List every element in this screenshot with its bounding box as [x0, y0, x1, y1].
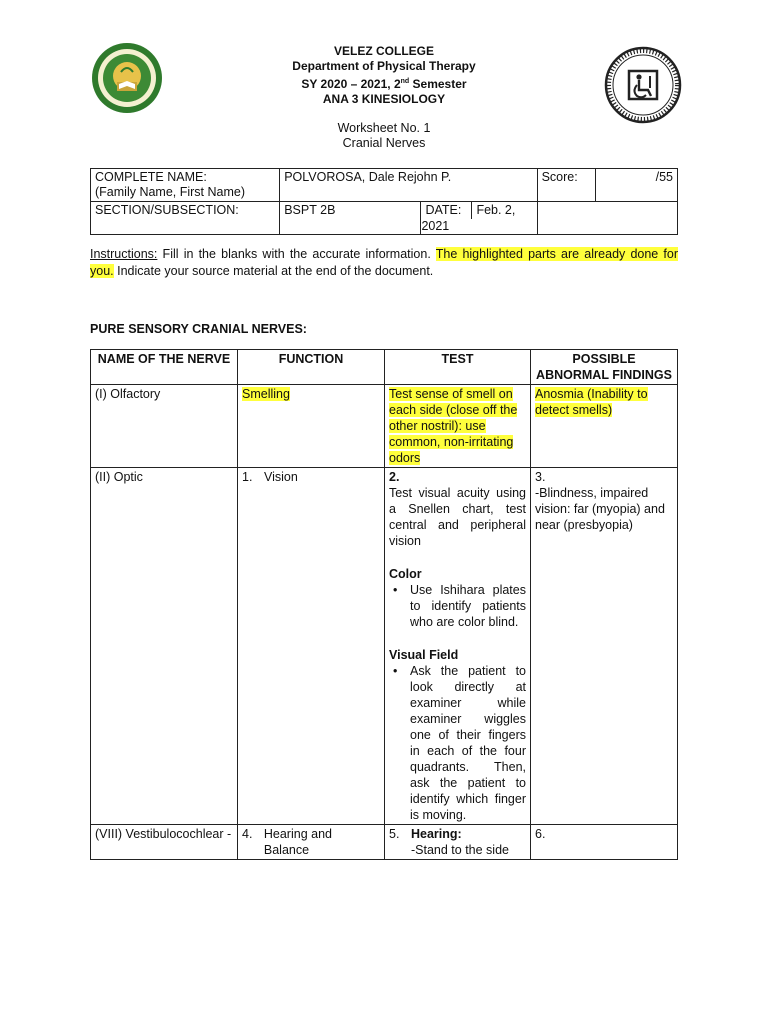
- findings-cell: Anosmia (Inability to detect smells): [531, 385, 678, 468]
- function-cell: Smelling: [238, 385, 385, 468]
- section-label: SECTION/SUBSECTION:: [91, 202, 280, 235]
- highlighted-note: The highlighted parts are already done for you.: [90, 247, 679, 278]
- cranial-nerves-table: [90, 349, 678, 860]
- visual-field-list: • Ask the patient to look directly at examiner while examiner wiggles one of their fingers in each of the four quadrants. Then, ask the patient to identify which finger is moving.: [389, 663, 526, 823]
- header-findings: POSSIBLE ABNORMAL FINDINGS: [531, 350, 678, 385]
- department-name: Department of Physical Therapy: [292, 59, 476, 73]
- function-cell: 1. Vision: [238, 468, 385, 825]
- nerve-name: (VIII) Vestibulocochlear -: [91, 825, 238, 860]
- header-nerve-name: NAME OF THE NERVE: [91, 350, 238, 385]
- date-label: DATE:: [421, 202, 472, 219]
- date-value: Feb. 2, 2021: [421, 203, 516, 233]
- instructions: Instructions: Fill in the blanks with the accurate information. The highlighted parts are already done for you. Indicate your source material at the end of the document.: [90, 247, 679, 278]
- document-header: [0, 44, 768, 107]
- section-value: BSPT 2B: [280, 202, 421, 235]
- header-function: FUNCTION: [238, 350, 385, 385]
- color-list: • Use Ishihara plates to identify patients who are color blind.: [389, 582, 526, 630]
- function-cell: 4. Hearing and Balance: [238, 825, 385, 860]
- visual-field-heading: Visual Field: [389, 648, 459, 662]
- table-row: [91, 468, 678, 825]
- nerve-name: (II) Optic: [91, 468, 238, 825]
- header-test: TEST: [385, 350, 531, 385]
- test-cell: Test sense of smell on each side (close off the other nostril): use common, non-irritating odors: [385, 385, 531, 468]
- findings-cell: 6.: [531, 825, 678, 860]
- college-name: VELEZ COLLEGE: [333, 44, 434, 58]
- instructions-label: Instructions:: [90, 247, 158, 261]
- color-heading: Color: [389, 567, 422, 581]
- name-value: POLVOROSA, Dale Rejohn P.: [280, 169, 537, 202]
- date-cell: [421, 202, 537, 235]
- section-title: PURE SENSORY CRANIAL NERVES:: [90, 322, 307, 336]
- score-label: Score:: [537, 169, 595, 202]
- school-year: SY 2020 – 2021, 2nd Semester: [301, 77, 467, 91]
- name-label-cell: COMPLETE NAME: (Family Name, First Name): [91, 169, 280, 202]
- worksheet-number: Worksheet No. 1: [337, 121, 431, 135]
- worksheet-topic: Cranial Nerves: [342, 136, 426, 150]
- nerve-name: (I) Olfactory: [91, 385, 238, 468]
- test-cell: 5. Hearing: -Stand to the side: [385, 825, 531, 860]
- student-info-table: [90, 168, 678, 235]
- table-row: [91, 385, 678, 468]
- course-name: ANA 3 KINESIOLOGY: [322, 92, 446, 106]
- worksheet-title: [0, 121, 768, 151]
- table-row: [91, 825, 678, 860]
- score-value: /55: [595, 169, 677, 202]
- test-cell: 2. Test visual acuity using a Snellen chart, test central and peripheral vision Color • Use Ishihara plates to identify patients who are color blind. Visual Field • Ask the patient to look directly at examiner while examiner wiggles one of their fingers in each of the four quadrants. Then, ask the patient to identify which finger is moving.: [385, 468, 531, 825]
- findings-cell: 3. -Blindness, impaired vision: far (myopia) and near (presbyopia): [531, 468, 678, 825]
